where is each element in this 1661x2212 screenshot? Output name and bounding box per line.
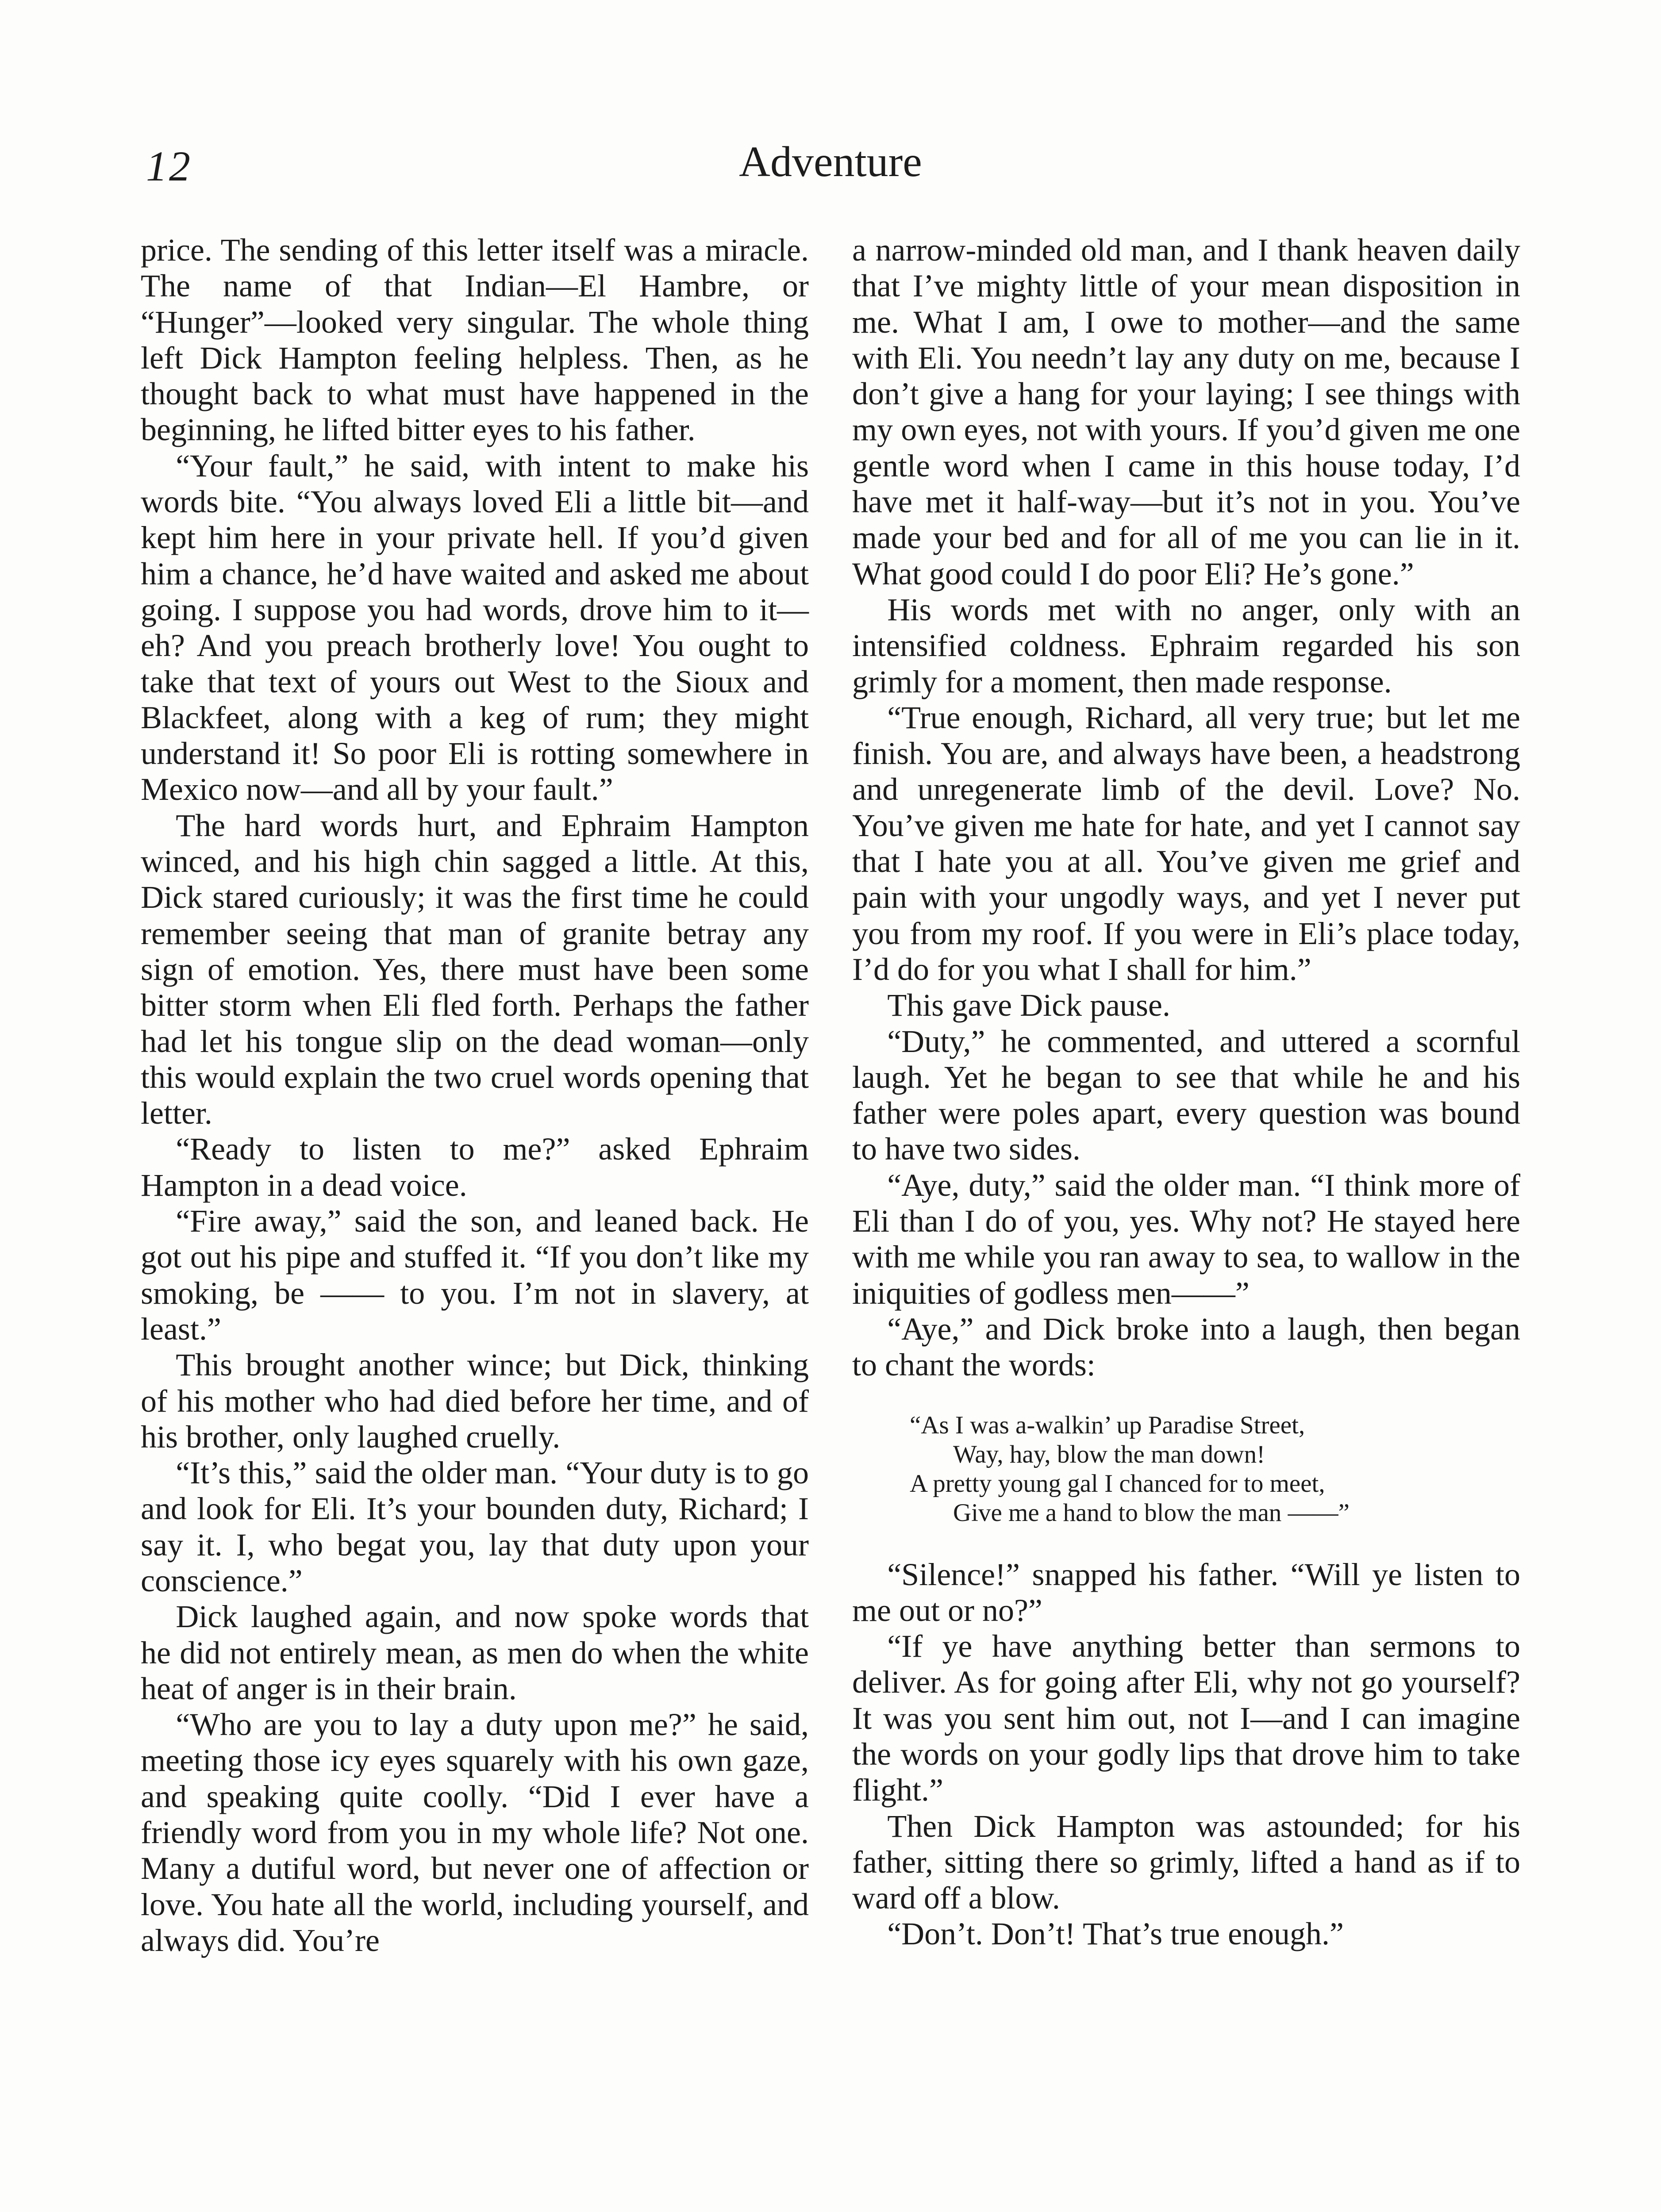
paragraph: “Aye,” and Dick broke into a laugh, then began to chant the words: <box>852 1311 1520 1383</box>
right-column <box>852 232 1520 1952</box>
paragraph: a narrow-minded old man, and I thank heaven daily that I’ve mighty little of your mean disposition in me. What I am, I owe to mother—and the same with Eli. You needn’t lay any duty on me, because I don’t give a hang for your laying; I see things with my own eyes, not with yours. If you’d given me one gentle word when I came in this house today, I’d have met it half-way—but it’s not in you. You’ve made your bed and for all of me you can lie in it. What good could I do poor Eli? He’s gone.” <box>852 232 1520 591</box>
paragraph: “Aye, duty,” said the older man. “I think more of Eli than I do of you, yes. Why not? He stayed here with me while you ran away to sea, to wallow in the iniquities of godless men——” <box>852 1167 1520 1311</box>
paragraph: “True enough, Richard, all very true; but let me finish. You are, and always have been, a headstrong and unregenerate limb of the devil. Love? No. You’ve given me hate for hate, and yet I cannot say that I hate you at all. You’ve given me grief and pain with your ungodly ways, and yet I never put you from my roof. If you were in Eli’s place today, I’d do for you what I shall for him.” <box>852 699 1520 987</box>
verse-line: Way, hay, blow the man down! <box>953 1440 1265 1468</box>
paragraph: “Fire away,” said the son, and leaned back. He got out his pipe and stuffed it. “If you don’t like my smoking, be —— to you. I’m not in slavery, at least.” <box>141 1203 809 1347</box>
paragraph: “Duty,” he commented, and uttered a scornful laugh. Yet he began to see that while he and his father were poles apart, every question was bound to have two sides. <box>852 1023 1520 1167</box>
paragraph: This brought another wince; but Dick, thinking of his mother who had died before her time, and of his brother, only laughed cruelly. <box>141 1347 809 1455</box>
page-number: 12 <box>146 142 192 190</box>
paragraph: “If ye have anything better than sermons to deliver. As for going after Eli, why not go yourself? It was you sent him out, not I—and I can imagine the words on your godly lips that drove him to take flight.” <box>852 1628 1520 1808</box>
paragraph: “Your fault,” he said, with intent to make his words bite. “You always loved Eli a little bit—and kept him here in your private hell. If you’d given him a chance, he’d have waited and asked me about going. I suppose you had words, drove him to it—eh? And you preach brotherly love! You ought to take that text of yours out West to the Sioux and Blackfeet, along with a keg of rum; they might understand it! So poor Eli is rotting somewhere in Mexico now—and all by your fault.” <box>141 448 809 807</box>
paragraph: “Silence!” snapped his father. “Will ye listen to me out or no?” <box>852 1556 1520 1628</box>
paragraph: His words met with no anger, only with an intensified coldness. Ephraim regarded his son grimly for a moment, then made response. <box>852 591 1520 699</box>
song-verse <box>852 1411 1520 1528</box>
paragraph: “Who are you to lay a duty upon me?” he said, meeting those icy eyes squarely with his own gaze, and speaking quite coolly. “Did I ever have a friendly word from you in my whole life? Not one. Many a dutiful word, but never one of affection or love. You hate all the world, including yourself, and always did. You’re <box>141 1707 809 1958</box>
paragraph: “Ready to listen to me?” asked Ephraim Hampton in a dead voice. <box>141 1131 809 1203</box>
paragraph: Dick laughed again, and now spoke words that he did not entirely mean, as men do when the white heat of anger is in their brain. <box>141 1599 809 1706</box>
running-title: Adventure <box>739 138 922 186</box>
left-column <box>141 232 809 1959</box>
paragraph: “Don’t. Don’t! That’s true enough.” <box>887 1916 1344 1952</box>
verse-line: “As I was a-walkin’ up Paradise Street, <box>910 1411 1305 1439</box>
paragraph: Then Dick Hampton was astounded; for his father, sitting there so grimly, lifted a hand as if to ward off a blow. <box>852 1808 1520 1916</box>
verse-line: A pretty young gal I chanced for to meet, <box>910 1469 1325 1498</box>
paragraph: “It’s this,” said the older man. “Your duty is to go and look for Eli. It’s your bounden duty, Richard; I say it. I, who begat you, lay that duty upon your conscience.” <box>141 1455 809 1598</box>
verse-line: Give me a hand to blow the man ——” <box>953 1498 1350 1527</box>
paragraph: price. The sending of this letter itself was a miracle. The name of that Indian—El Hambre, or “Hunger”—looked very singular. The whole thing left Dick Hampton feeling helpless. Then, as he thought back to what must have happened in the beginning, he lifted bitter eyes to his father. <box>141 232 809 448</box>
paragraph: This gave Dick pause. <box>887 987 1170 1023</box>
paragraph: The hard words hurt, and Ephraim Hampton winced, and his high chin sagged a little. At this, Dick stared curiously; it was the first time he could remember seeing that man of granite betray any sign of emotion. Yes, there must have been some bitter storm when Eli fled forth. Perhaps the father had let his tongue slip on the dead woman—only this would explain the two cruel words opening that letter. <box>141 807 809 1131</box>
